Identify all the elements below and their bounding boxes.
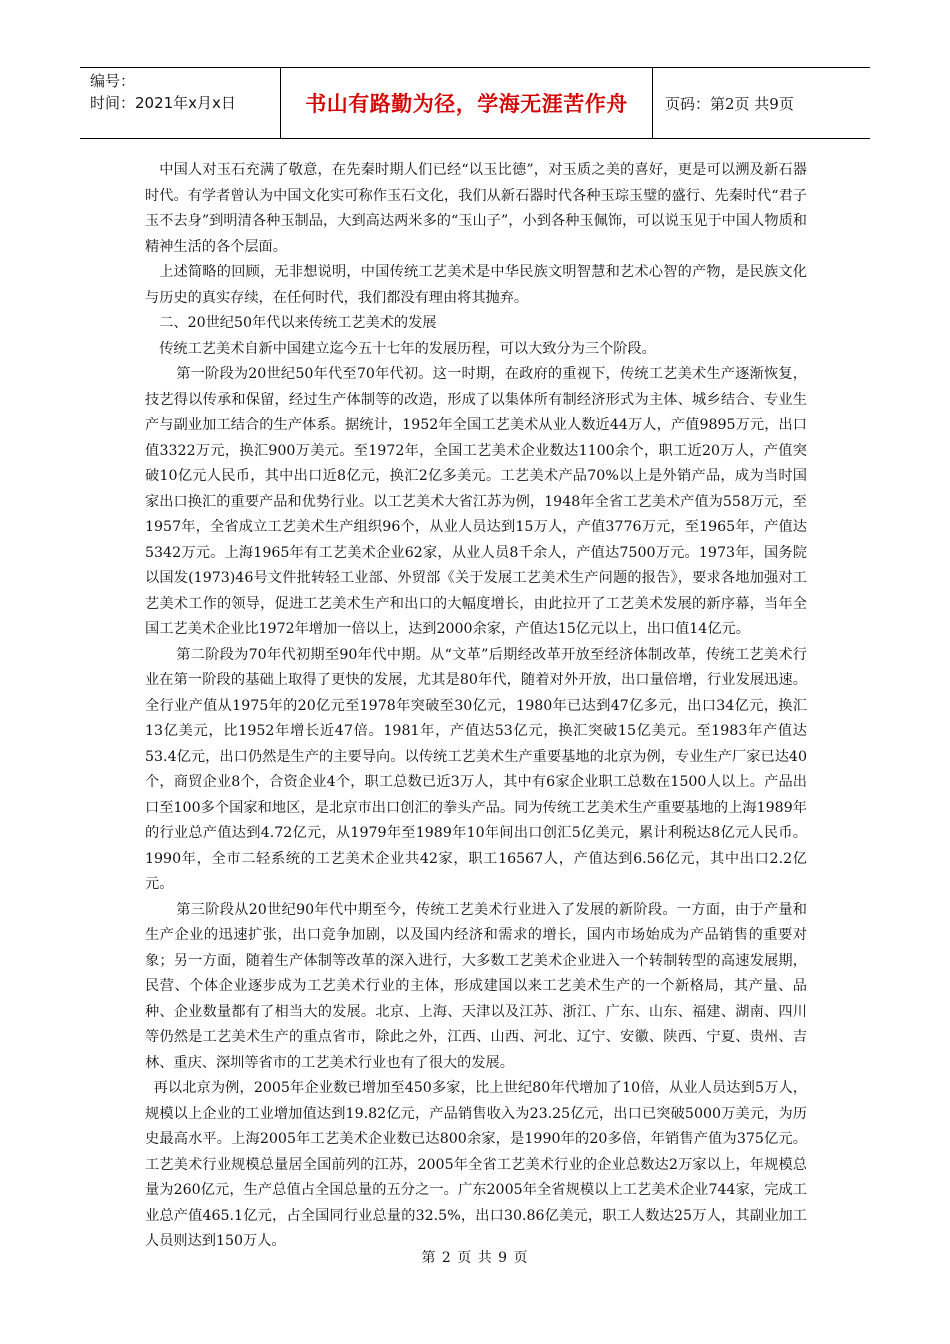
date-label: 时间：2021年x月x日 bbox=[90, 94, 236, 112]
document-body bbox=[145, 158, 807, 1255]
header-page-info: 页码：第2页 共9页 bbox=[665, 94, 794, 113]
paragraph-overview: 传统工艺美术自新中国建立迄今五十七年的发展历程，可以大致分为三个阶段。 bbox=[159, 340, 656, 357]
paragraph-stage-two: 第二阶段为70年代初期至90年代中期。从“文革”后期经改革开放至经济体制改革，传统工艺美术行业在第一阶段的基础上取得了更快的发展，尤其是80年代，随着对外开放，出口量倍增，行业发展迅速。全行业产值从1975年的20亿元至1978年突破至30亿元，1980年已达到47亿多元，出口34亿元，换汇13亿美元，比1952年增长近47倍。1981年，产值达53亿元，换汇突破15亿美元。至1983年产值达53.4亿元，出口仍然是生产的主要导向。以传统工艺美术生产重要基地的北京为例，专业生产厂家已达40个，商贸企业8个，合资企业4个，职工总数已近3万人，其中有6家企业职工总数在1500人以上。产品出口至100多个国家和地区，是北京市出口创汇的拳头产品。同为传统工艺美术生产重要基地的上海1989年的行业总产值达到4.72亿元，从1979年至1989年10年间出口创汇5亿美元，累计利税达8亿元人民币。1990年，全市二轻系统的工艺美术企业共42家，职工16567人，产值达到6.56亿元，其中出口2.2亿元。 bbox=[145, 646, 807, 892]
paragraph-jade: 中国人对玉石充满了敬意，在先秦时期人们已经“以玉比德”，对玉质之美的喜好，更是可以溯及新石器时代。有学者曾认为中国文化实可称作玉石文化，我们从新石器时代各种玉琮玉璧的盛行、先秦时代“君子玉不去身”到明清各种玉制品，大到高达两米多的“玉山子”，小到各种玉佩饰，可以说玉见于中国人物质和精神生活的各个层面。 bbox=[145, 162, 807, 255]
page-footer: 第 2 页 共 9 页 bbox=[421, 1250, 529, 1266]
section-heading: 二、20世纪50年代以来传统工艺美术的发展 bbox=[159, 315, 437, 331]
paragraph-stage-one: 第一阶段为20世纪50年代至70年代初。这一时期，在政府的重视下，传统工艺美术生产逐渐恢复，技艺得以传承和保留，经过生产体制等的改造，形成了以集体所有制经济形式为主体、城乡结合、专业生产与副业加工结合的生产体系。据统计，1952年全国工艺美术从业人数近44万人，产值9895万元，出口值3322万元，换汇900万美元。至1972年，全国工艺美术企业数达1100余个，职工近20万人，产值突破10亿元人民币，其中出口近8亿元，换汇2亿多美元。工艺美术产品70%以上是外销产品，成为当时国家出口换汇的重要产品和优势行业。以工艺美术大省江苏为例，1948年全省工艺美术产值为558万元，至1957年，全省成立工艺美术生产组织96个，从业人员达到15万人，产值3776万元，至1965年，产值达5342万元。上海1965年有工艺美术企业62家，从业人员8千余人，产值达7500万元。1973年，国务院以国发(1973)46号文件批转轻工业部、外贸部《关于发展工艺美术生产问题的报告》，要求各地加强对工艺美术工作的领导，促进工艺美术生产和出口的大幅度增长，由此拉开了工艺美术发展的新序幕，当年全国工艺美术企业比1972年增加一倍以上，达到2000余家，产值达15亿元以上，出口值14亿元。 bbox=[145, 366, 807, 637]
header-meta bbox=[80, 68, 281, 138]
paragraph-examples: 再以北京为例，2005年企业数已增加至450多家，比上世纪80年代增加了10倍，从业人员达到5万人，规模以上企业的工业增加值达到19.82亿元，产品销售收入为23.25亿元，出口已突破5000万美元，为历史最高水平。上海2005年工艺美术企业数已达800余家，是1990年的20多倍，年销售产值为375亿元。工艺美术行业规模总量居全国前列的江苏，2005年全省工艺美术行业的企业总数达2万家以上，年规模总量为260亿元，生产总值占全国总量的五分之一。广东2005年全省规模以上工艺美术企业744家，完成工业总产值465.1亿元，占全国同行业总量的32.5%，出口30.86亿美元，职工人数达25万人，其副业加工人员则达到150万人。 bbox=[145, 1080, 807, 1249]
paragraph-summary: 上述简略的回顾，无非想说明，中国传统工艺美术是中华民族文明智慧和艺术心智的产物，是民族文化与历史的真实存续，在任何时代，我们都没有理由将其抛弃。 bbox=[145, 264, 807, 306]
header-motto: 书山有路勤为径，学海无涯苦作舟 bbox=[281, 68, 653, 138]
paragraph-stage-three: 第三阶段从20世纪90年代中期至今，传统工艺美术行业进入了发展的新阶段。一方面，由于产量和生产企业的迅速扩张，出口竞争加剧，以及国内经济和需求的增长，国内市场始成为产品销售的重要对象；另一方面，随着生产体制等改革的深入进行，大多数工艺美术企业进入一个转制转型的高速发展期，民营、个体企业逐步成为工艺美术行业的主体，形成建国以来工艺美术生产的一个新格局，其产量、品种、企业数量都有了相当大的发展。北京、上海、天津以及江苏、浙江、广东、山东、福建、湖南、四川等仍然是工艺美术生产的重点省市，除此之外，江西、山西、河北、辽宁、安徽、陕西、宁夏、贵州、吉林、重庆、深圳等省市的工艺美术行业也有了很大的发展。 bbox=[145, 901, 807, 1071]
serial-label: 编号： bbox=[90, 72, 136, 90]
page-header bbox=[80, 67, 870, 139]
